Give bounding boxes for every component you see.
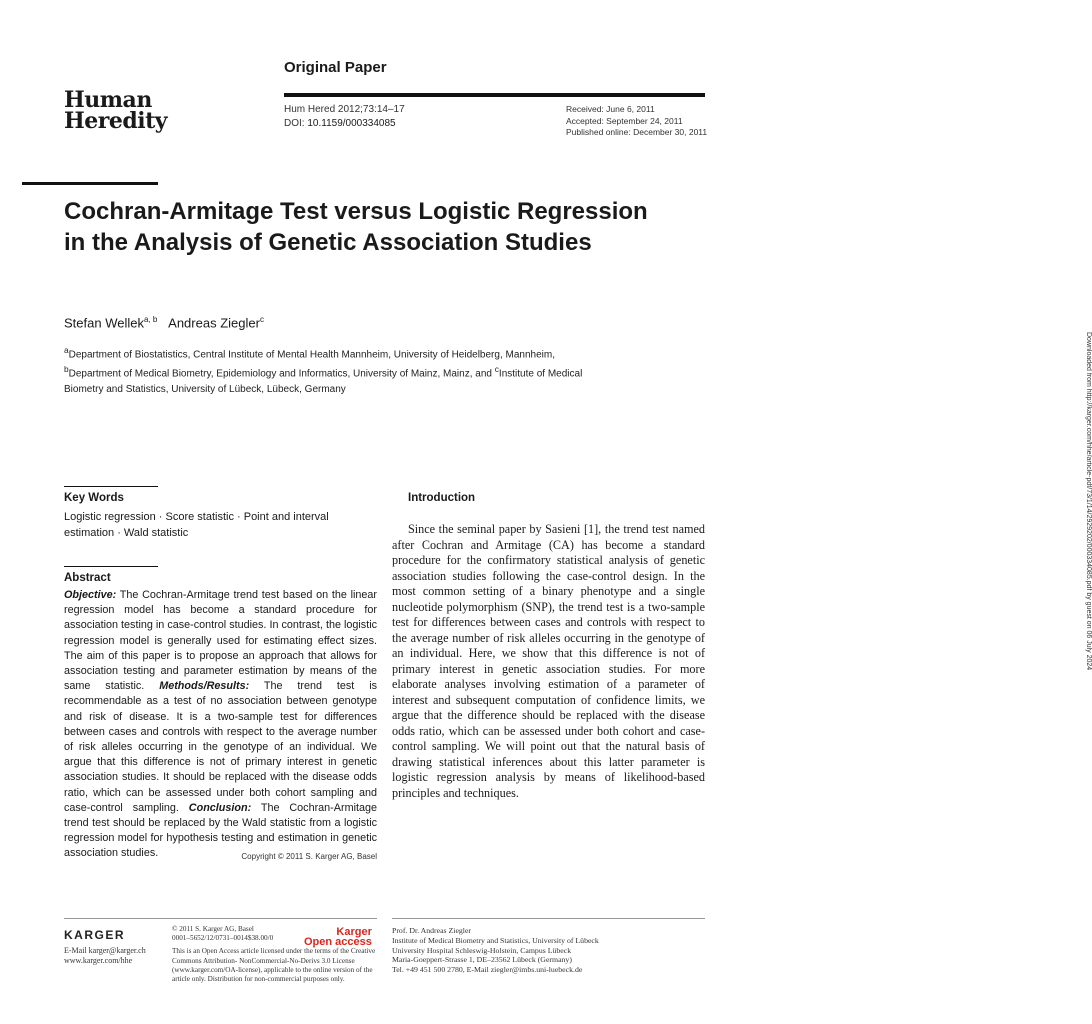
download-note: Downloaded from http://karger.com/hhe/article-pdf/73/1/14/2929202/000334085.pdf by guest on 06 July 2024: [1085, 332, 1092, 671]
open-access-label: Open access: [304, 936, 372, 948]
keywords-rule: [64, 486, 158, 487]
abstract-heading: Abstract: [64, 572, 111, 584]
objective-text: The Cochran-Armitage trend test based on the linear regression model has become a standard procedure for association testing in case-control studies. In contrast, the logistic regression model is generally used for estimating effect sizes. The aim of this paper is to propose an approach that allows for association testing and parameter estimation by means of the same statistic.: [64, 589, 377, 693]
objective-label: Objective:: [64, 589, 117, 601]
doi-link[interactable]: 10.1159/000334085: [307, 118, 396, 129]
article-title: Cochran-Armitage Test versus Logistic Regression in the Analysis of Genetic Association Studies: [64, 198, 648, 256]
abstract-copyright: Copyright © 2011 S. Karger AG, Basel: [241, 852, 377, 862]
introduction-heading: Introduction: [408, 492, 476, 504]
corr-contact: Tel. +49 451 500 2780, E-Mail ziegler@imbs.uni-luebeck.de: [392, 965, 583, 975]
journal-logo-line2: Heredity: [64, 108, 168, 134]
corr-address: Maria-Goeppert-Strasse 1, DE–23562 Lübeck (Germany): [392, 955, 572, 965]
corr-name: Prof. Dr. Andreas Ziegler: [392, 926, 472, 935]
author-wellek-affil: a, b: [143, 315, 158, 324]
keywords-heading: Key Words: [64, 492, 124, 504]
accepted-date: Accepted: September 24, 2011: [566, 115, 683, 126]
keywords-text: Logistic regression · Score statistic · Point and interval estimation · Wald statistic: [64, 511, 329, 539]
methods-text: The trend test is recommendable as a test of no association between genotype and risk of disease. It is a two-sample test for differences between cases and controls with respect to the average number of risk alleles occurring in the genotype of an individual. We argue that this difference is not of primary interest in genetic association studies. It should be replaced with the disease odds ratio, which can be assessed under both cohort sampling and case-control sampling.: [64, 680, 377, 814]
title-rule: [22, 182, 158, 185]
author-ziegler[interactable]: Andreas Ziegler: [168, 315, 260, 331]
introduction-text: Since the seminal paper by Sasieni [1], the trend test named after Cochran and Armitage (CA) has become a standard procedure for the confirmatory statistical analysis of genetic association studies following the case-control design. In the most common setting of a binary phenotype and a single nucleotide polymorphism (SNP), the trend test is a two-sample test for differences between cases and controls with respect to the average number of risk alleles occurring in the genotype of an individual. Here, we show that this difference is not of primary interest in genetic association studies. For more elaborate analyses involving estimation of a parameter of interest and subsequent computation of confidence limits, we argue that the difference should be replaced with the disease odds ratio, which can be assessed under both cohort and case-control sampling. We will point out that the natural basis of drawing statistical inferences about this latter parameter is logistic regression analysis by means of likelihood-based principles and techniques.: [392, 522, 705, 800]
affil-b: Department of Medical Biometry, Epidemiology and Informatics, University of Mainz, Mainz, and: [68, 368, 495, 380]
conclusion-label: Conclusion:: [188, 801, 252, 814]
journal-logo: [64, 87, 168, 134]
affil-a-marker: a: [64, 345, 69, 355]
karger-logo: KARGER: [64, 928, 126, 942]
authors: [64, 315, 264, 330]
karger-contact: [64, 946, 146, 966]
methods-label: Methods/Results:: [159, 680, 250, 693]
corr-institute: Institute of Medical Biometry and Statistics, University of Lübeck: [392, 935, 599, 945]
abstract-rule: [64, 566, 158, 567]
journal-citation: Hum Hered 2012;73:14–17: [284, 104, 405, 115]
footer-rule-left: [64, 918, 377, 919]
header-rule: [284, 93, 705, 97]
affil-c: Institute of Medical Biometry and Statistics, University of Lübeck, Lübeck, Germany: [64, 368, 583, 395]
affil-c-marker: c: [494, 364, 499, 375]
karger-web[interactable]: www.karger.com/hhe: [64, 956, 133, 965]
section-label: Original Paper: [284, 59, 387, 76]
license-text: This is an Open Access article licensed under the terms of the Creative Commons Attribution- NonCommercial-No-Derivs 3.0 License (www.karger.com/OA-license), applicable to the online version of the article only. Distribution for non-commercial purposes only.: [172, 947, 376, 984]
intro-rule: [392, 486, 486, 487]
karger-email[interactable]: E-Mail karger@karger.ch: [64, 946, 146, 955]
issn-line: 0001–5652/12/0731–0014$38.00/0: [172, 934, 274, 943]
author-ziegler-affil: c: [259, 315, 264, 324]
conclusion-text: The Cochran-Armitage trend test should be replaced by the Wald statistic from a logistic regression model for hypothesis testing and estimation in genetic association studies.: [64, 801, 377, 860]
affiliations: [64, 343, 604, 397]
open-access-logo: [304, 927, 372, 948]
correspondence-block: [392, 926, 702, 975]
footer-rule-right: [392, 918, 705, 919]
journal-logo-line1: Human: [64, 87, 152, 113]
abstract-text: [64, 588, 377, 865]
doi-line: [284, 117, 405, 131]
affil-a: Department of Biostatistics, Central Institute of Mental Health Mannheim, University of Heidelberg, Mannheim,: [68, 349, 555, 361]
doi-label: DOI:: [284, 118, 308, 129]
published-date: Published online: December 30, 2011: [566, 127, 708, 137]
affil-b-marker: b: [64, 364, 69, 375]
open-access-karger: Karger: [336, 926, 372, 938]
publication-dates: [566, 104, 707, 139]
corr-hospital: University Hospital Schleswig-Holstein, Campus Lübeck: [392, 945, 572, 955]
citation-block: [284, 103, 405, 131]
copyright-line: © 2011 S. Karger AG, Basel: [172, 925, 254, 933]
author-wellek[interactable]: Stefan Wellek: [64, 315, 144, 331]
received-date: Received: June 6, 2011: [566, 104, 655, 114]
